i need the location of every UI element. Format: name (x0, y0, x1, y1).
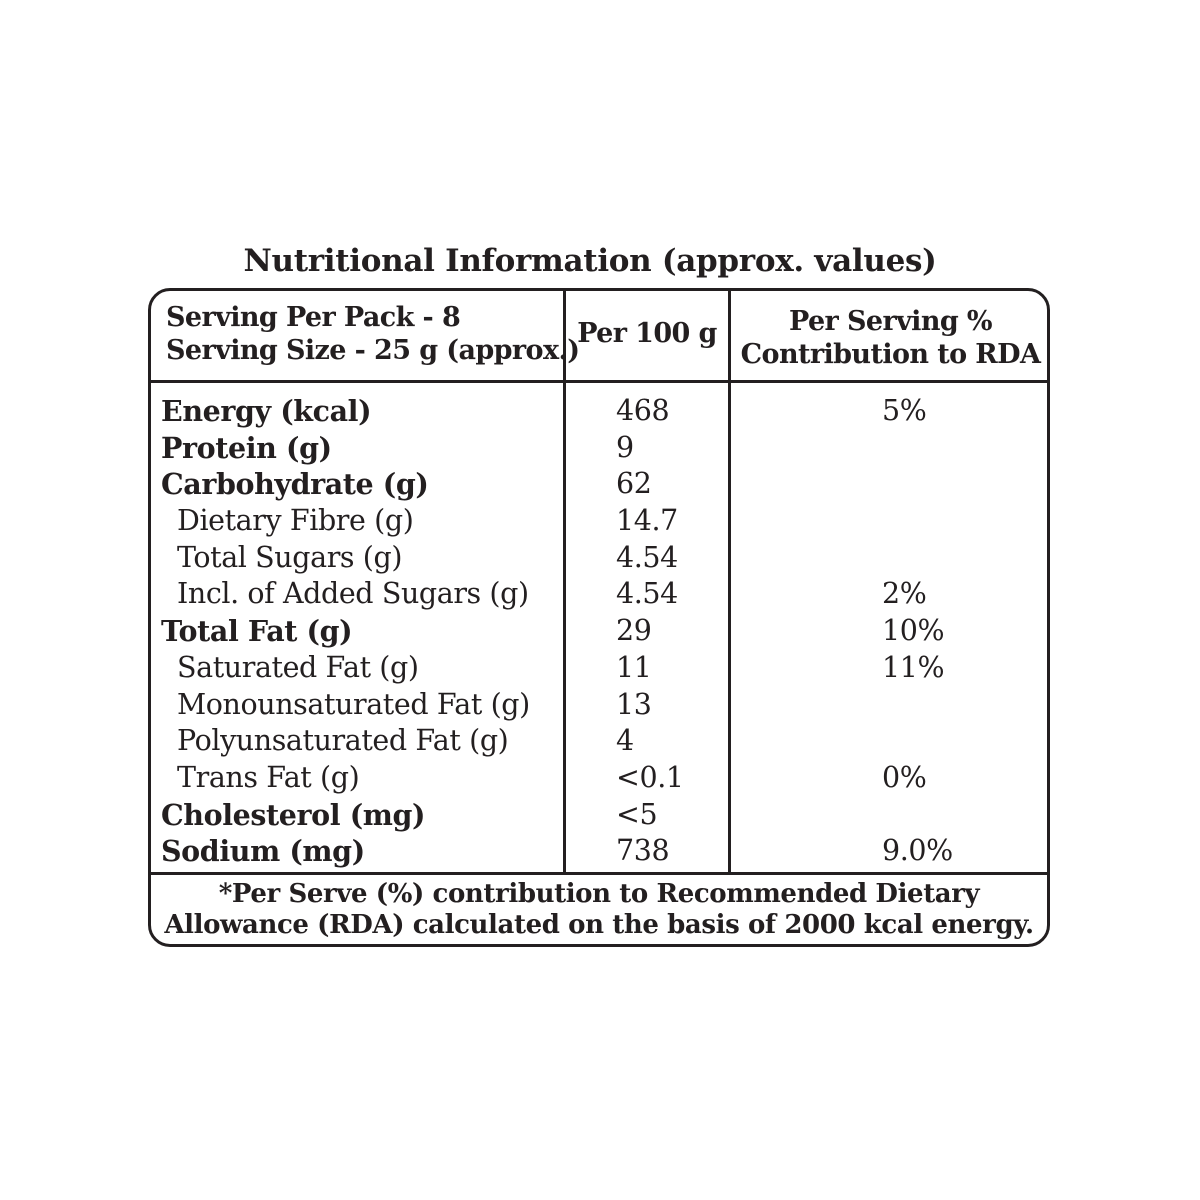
nutrient-name: Trans Fat (g) (177, 760, 360, 794)
nutrient-name: Monounsaturated Fat (g) (177, 687, 530, 721)
nutrient-name: Sodium (mg) (161, 834, 365, 869)
serving-size: Serving Size - 25 g (approx.) (166, 335, 580, 366)
per-100g-value: 4.54 (616, 540, 678, 574)
rda-value: 9.0% (882, 834, 953, 868)
table-row (151, 540, 1047, 577)
table-row (151, 466, 1047, 503)
table-row (151, 650, 1047, 687)
per-100g-value: 9 (616, 430, 634, 464)
rda-value: 11% (882, 650, 945, 684)
per-100g-value: 14.7 (616, 504, 678, 538)
footnote-line1: *Per Serve (%) contribution to Recommended Dietary (218, 879, 980, 909)
table-row (151, 687, 1047, 724)
rda-value: 10% (882, 614, 945, 648)
rda-header-line1: Per Serving % (789, 306, 992, 337)
table-row (151, 576, 1047, 613)
per-100g-value: 62 (616, 467, 652, 501)
nutrient-rows (151, 393, 1047, 870)
footnote-line2: Allowance (RDA) calculated on the basis of 2000 kcal energy. (164, 910, 1034, 940)
per-100g-value: <0.1 (616, 760, 684, 794)
rda-value: 0% (882, 760, 927, 794)
serving-per-pack: Serving Per Pack - 8 (166, 302, 461, 333)
nutrient-name: Carbohydrate (g) (161, 467, 429, 502)
page-title: Nutritional Information (approx. values) (243, 243, 937, 279)
per-100g-value: 738 (616, 834, 670, 868)
table-row (151, 760, 1047, 797)
nutrition-table (148, 288, 1050, 947)
nutrient-name: Incl. of Added Sugars (g) (177, 577, 529, 611)
per-100g-value: <5 (616, 797, 658, 831)
footer-divider (151, 872, 1047, 875)
table-row (151, 723, 1047, 760)
rda-value: 2% (882, 577, 927, 611)
nutrient-name: Total Sugars (g) (177, 540, 403, 574)
table-row (151, 503, 1047, 540)
nutrient-name: Saturated Fat (g) (177, 650, 419, 684)
per-100g-value: 468 (616, 394, 670, 427)
per-100g-value: 4.54 (616, 577, 678, 611)
table-row (151, 797, 1047, 834)
table-row (151, 613, 1047, 650)
nutrient-name: Protein (g) (161, 430, 332, 465)
rda-header (731, 305, 1050, 371)
table-row (151, 430, 1047, 467)
nutrient-name: Cholesterol (mg) (161, 797, 426, 832)
table-row (151, 833, 1047, 870)
rda-footnote (151, 879, 1047, 941)
per-100g-value: 4 (616, 724, 634, 758)
nutrient-name: Total Fat (g) (161, 614, 353, 649)
rda-header-line2: Contribution to RDA (740, 339, 1041, 370)
per-100g-value: 13 (616, 687, 652, 721)
header-divider (151, 380, 1047, 383)
per-100g-header: Per 100 g (577, 318, 717, 349)
nutrient-name: Dietary Fibre (g) (177, 504, 414, 538)
nutrient-name: Energy (kcal) (161, 394, 372, 428)
per-100g-value: 11 (616, 650, 652, 684)
rda-value: 5% (882, 394, 927, 427)
per-100g-value: 29 (616, 614, 652, 648)
serving-info-header (166, 301, 579, 367)
nutrient-name: Polyunsaturated Fat (g) (177, 724, 509, 758)
table-row (151, 393, 1047, 430)
